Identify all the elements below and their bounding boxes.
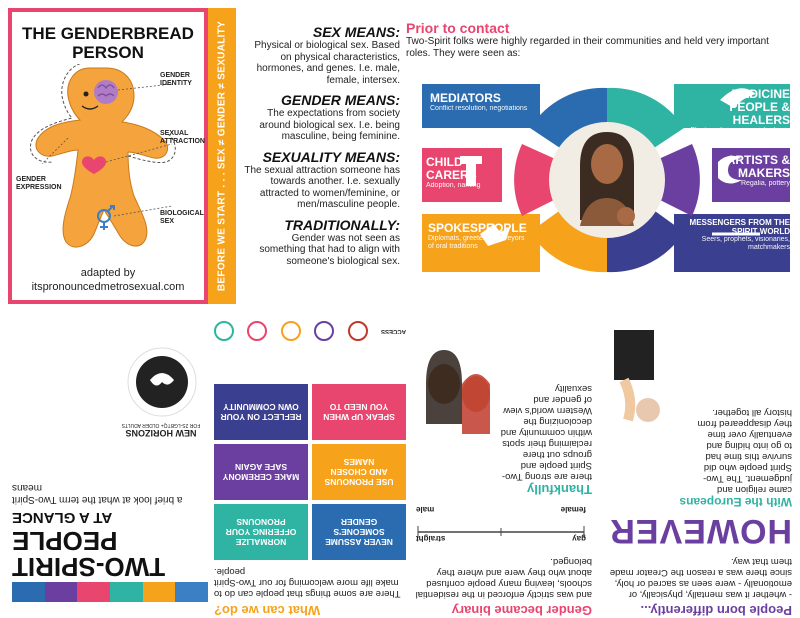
action-tiles (214, 384, 406, 560)
tile-use-pronouns: USE PRONOUNS AND CHOSEN NAMES (312, 444, 406, 500)
tile-normalize-pronouns: NORMALIZE OFFERING YOUR PRONOUNS (214, 504, 308, 560)
definitions-column (244, 16, 400, 267)
scale-top-left: gay (572, 534, 586, 543)
gingerbread-figure-icon (22, 64, 205, 264)
two-spirit-at-a-glance: TWO-SPIRIT PEOPLE AT A GLANCE a brief look at what the term Two-Spirit means (12, 482, 183, 582)
genderbread-credit: adapted by itspronouncedmetrosexual.com (31, 267, 185, 293)
what-can-we-do-panel (214, 342, 406, 618)
born-differently-title: People born differently... (640, 603, 792, 618)
genderbread-panel (8, 8, 208, 304)
scale-top-right: straight (416, 534, 446, 543)
label-sexual-attraction: SEXUAL ATTRACTION (160, 130, 205, 145)
prior-to-contact-title: Prior to contact (406, 20, 510, 36)
sponsor-logo-icon (214, 321, 234, 341)
label-gender-expression: GENDER EXPRESSION (16, 176, 62, 191)
gender-binary-body: and was strictly enforced in the residential schools, leaving many people confused about who they were and where they belonged. (415, 556, 592, 600)
sponsor-logo-icon (314, 321, 334, 341)
scale-left: female (560, 505, 586, 514)
def-sexuality-body: The sexual attraction someone has towards another. I.e. sexually attracted to women/feminine, or men/masculine people. (244, 164, 400, 210)
def-traditionally-body: Gender was not seen as something that had to align with someone's biological sex. (259, 232, 400, 267)
prior-to-contact-intro: Two-Spirit folks were highly regarded in their communities and held very important roles. They were seen as: (406, 36, 769, 59)
two-spirit-people-illustration-icon (416, 324, 500, 444)
gender-binary-title: Gender became binary (451, 603, 592, 618)
sponsor-logo-icon (247, 321, 267, 341)
scale-right: male (416, 505, 435, 514)
what-can-we-do-title: What can we do? (214, 603, 321, 618)
label-biological-sex: BIOLOGICAL SEX (160, 210, 204, 225)
sponsor-access: ACCESS (380, 328, 406, 334)
thankfully-title: Thankfully (526, 482, 592, 497)
what-can-we-do-intro: There are some things that people can do to make life more welcoming for our Two-Spirit people. (214, 566, 401, 599)
new-horizons-logo-icon (120, 340, 204, 424)
def-gender-body: The expectations from society around biological sex. I.e. being masculine, being feminine. (259, 108, 400, 142)
sponsor-logo-icon (348, 321, 368, 341)
thankfully-body: there are strong Two-Spirit people and groups out there reclaiming their spots within community and decolonizing the Western world's view of gender and sexuality (500, 383, 592, 482)
however-heading: HOWEVER (609, 512, 792, 550)
def-traditionally-heading: TRADITIONALLY: (284, 216, 400, 233)
tile-speak-up: SPEAK UP WHEN YOU NEED TO (312, 384, 406, 440)
role-mediators: MEDIATORS Conflict resolution, negotiations (430, 91, 528, 112)
gender-scale-icon (410, 512, 592, 552)
europeans-title: With the Europeans (679, 495, 792, 509)
before-we-start-strip: BEFORE WE START . . . SEX ≠ GENDER ≠ SEXUALITY (208, 8, 236, 304)
tile-never-assume: NEVER ASSUME SOMEONE'S GENDER (312, 504, 406, 560)
role-child-carers: CHILD CARERS Adoption, naming (426, 155, 481, 189)
def-sexuality-heading: SEXUALITY MEANS: (262, 148, 400, 165)
def-sex-body: Physical or biological sex. Based on physical characteristics, hormones, and genes. I.e. male, female, intersex. (254, 40, 400, 86)
sponsor-logos (214, 320, 406, 342)
def-sex-heading: SEX MEANS: (312, 24, 400, 40)
genderbread-title: THE GENDERBREAD PERSON (22, 24, 194, 62)
priest-hand-illustration-icon (604, 320, 674, 430)
role-messengers: MESSENGERS FROM THE SPIRIT WORLD Seers, prophets, visionaries, matchmakers (689, 218, 790, 251)
born-differently-body: - whether it was mentally, physically, or emotionally - were seen as sacred or holy, since there was a reason the Creator made them that way. (609, 556, 792, 600)
role-artists-makers: ARTISTS & MAKERS Regalia, pottery (726, 153, 790, 187)
new-horizons-logo-text: NEW HORIZONS FOR 2S-LGBTQ+ OLDER ADULTS (121, 422, 201, 438)
tile-ceremony-safe: MAKE CEREMONY SAFE AGAIN (214, 444, 308, 500)
role-spokespeople: SPOKESPEOPLE Diplomats, greeters, conveyors of oral traditions (428, 221, 527, 250)
tile-reflect: REFLECT ON YOUR OWN COMMUNITY (214, 384, 308, 440)
sponsor-logo-icon (281, 321, 301, 341)
role-medicine-people: MEDICINE PEOPLE & HEALERS Plant medicines, special roles in ceremony (690, 87, 790, 142)
def-gender-heading: GENDER MEANS: (280, 92, 400, 108)
inverted-panels (0, 310, 800, 618)
label-gender-identity: GENDER IDENTITY (160, 72, 192, 87)
europeans-body: came religion and judgement. The Two-Spirit people who did survive this time had to go into hiding and eventually over time they disappeared from history all together. (697, 407, 792, 495)
